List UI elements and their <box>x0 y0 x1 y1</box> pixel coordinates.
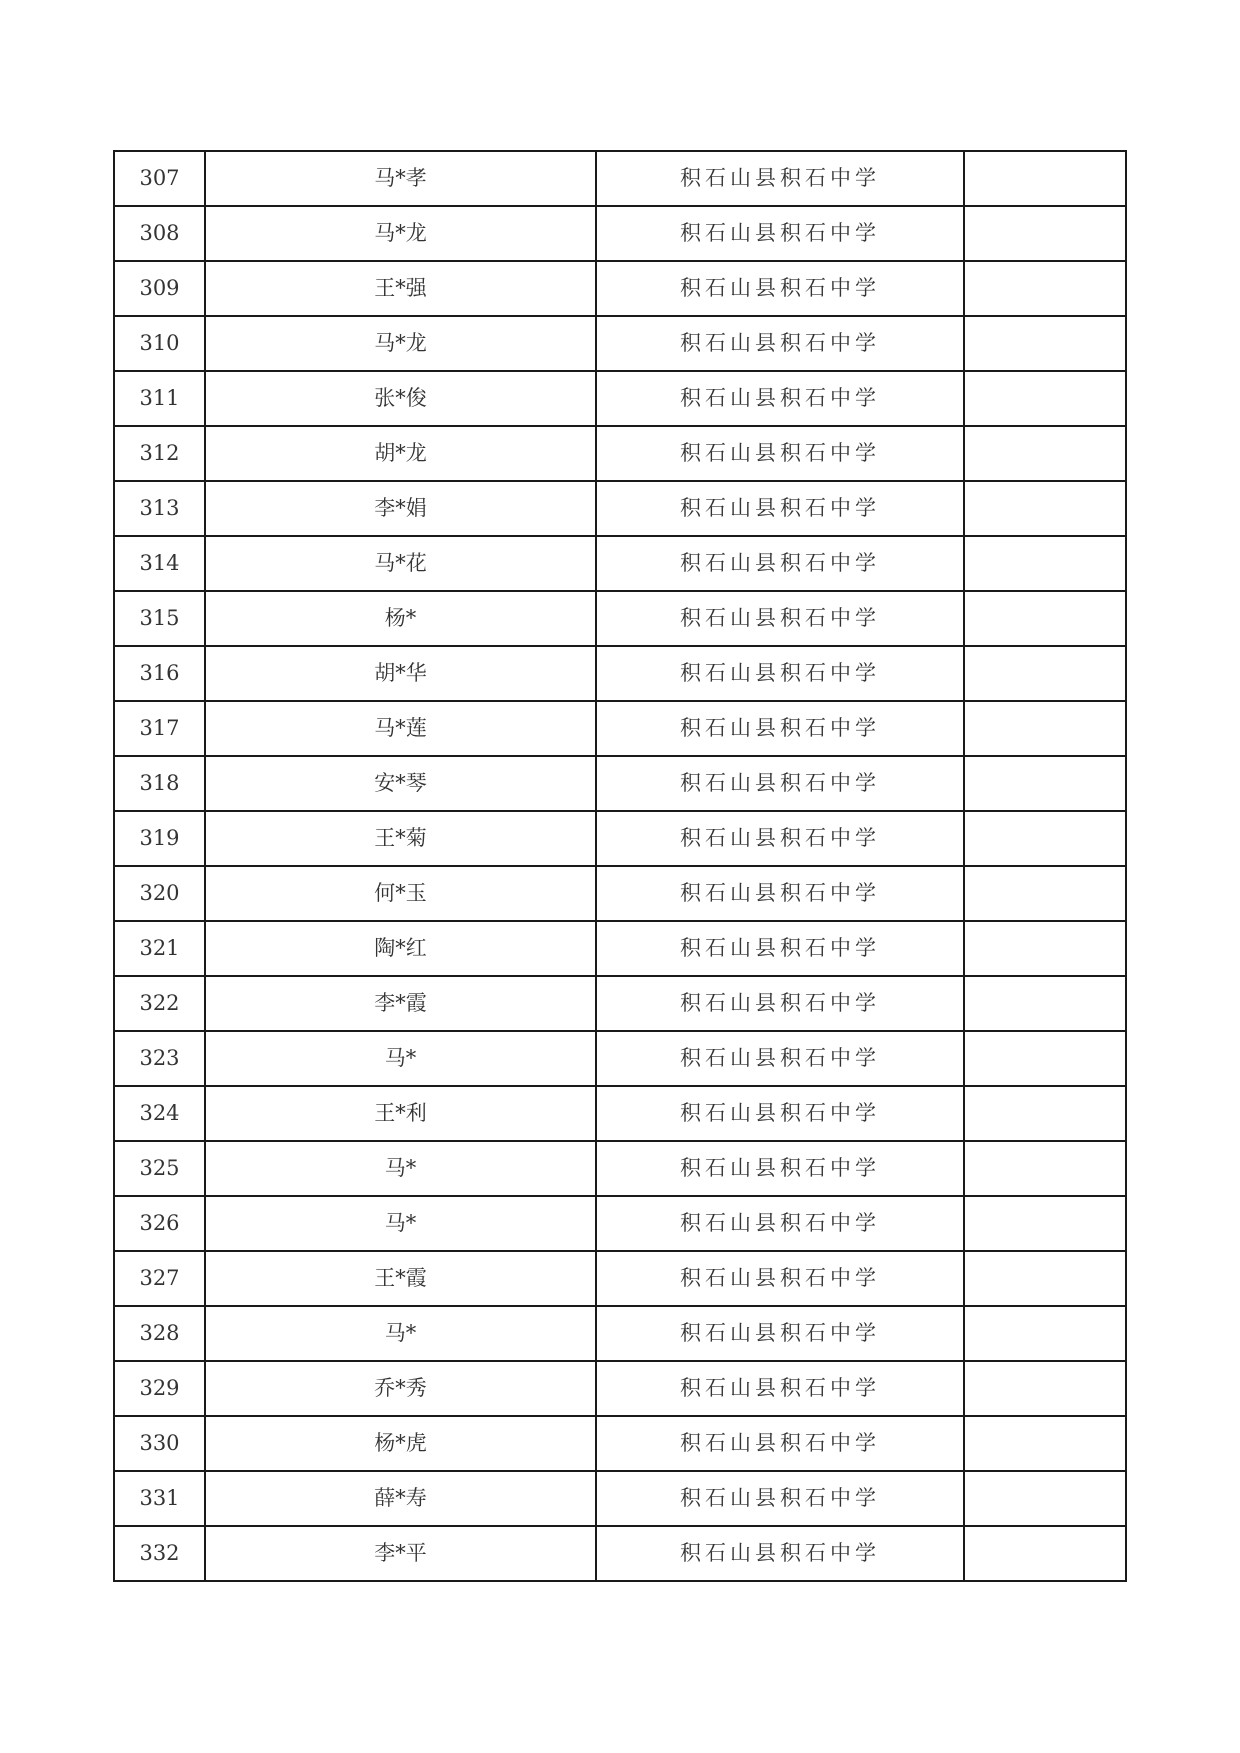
remark-cell <box>964 1526 1126 1581</box>
serial-number-cell: 330 <box>114 1416 205 1471</box>
remark-cell <box>964 976 1126 1031</box>
name-cell: 李*娟 <box>205 481 596 536</box>
serial-number-cell: 325 <box>114 1141 205 1196</box>
name-cell: 杨*虎 <box>205 1416 596 1471</box>
name-cell: 王*霞 <box>205 1251 596 1306</box>
school-cell: 积石山县积石中学 <box>596 1526 964 1581</box>
serial-number-cell: 319 <box>114 811 205 866</box>
serial-number-cell: 332 <box>114 1526 205 1581</box>
school-cell: 积石山县积石中学 <box>596 921 964 976</box>
name-cell: 安*琴 <box>205 756 596 811</box>
school-cell: 积石山县积石中学 <box>596 536 964 591</box>
serial-number-cell: 324 <box>114 1086 205 1141</box>
table-row <box>114 1141 1126 1196</box>
roster-table-body <box>114 151 1126 1581</box>
serial-number-cell: 327 <box>114 1251 205 1306</box>
remark-cell <box>964 1361 1126 1416</box>
table-row <box>114 261 1126 316</box>
school-cell: 积石山县积石中学 <box>596 206 964 261</box>
name-cell: 胡*华 <box>205 646 596 701</box>
name-cell: 李*平 <box>205 1526 596 1581</box>
table-row <box>114 371 1126 426</box>
school-cell: 积石山县积石中学 <box>596 1361 964 1416</box>
remark-cell <box>964 371 1126 426</box>
table-row <box>114 811 1126 866</box>
name-cell: 马*龙 <box>205 316 596 371</box>
name-cell: 马* <box>205 1141 596 1196</box>
name-cell: 马* <box>205 1031 596 1086</box>
school-cell: 积石山县积石中学 <box>596 1251 964 1306</box>
remark-cell <box>964 811 1126 866</box>
table-row <box>114 1306 1126 1361</box>
remark-cell <box>964 866 1126 921</box>
name-cell: 张*俊 <box>205 371 596 426</box>
school-cell: 积石山县积石中学 <box>596 646 964 701</box>
roster-table <box>113 150 1127 1582</box>
remark-cell <box>964 1086 1126 1141</box>
serial-number-cell: 310 <box>114 316 205 371</box>
remark-cell <box>964 151 1126 206</box>
school-cell: 积石山县积石中学 <box>596 1471 964 1526</box>
table-row <box>114 1251 1126 1306</box>
table-row <box>114 976 1126 1031</box>
serial-number-cell: 309 <box>114 261 205 316</box>
table-row <box>114 701 1126 756</box>
remark-cell <box>964 756 1126 811</box>
name-cell: 乔*秀 <box>205 1361 596 1416</box>
table-row <box>114 206 1126 261</box>
name-cell: 王*菊 <box>205 811 596 866</box>
serial-number-cell: 313 <box>114 481 205 536</box>
name-cell: 陶*红 <box>205 921 596 976</box>
table-row <box>114 921 1126 976</box>
school-cell: 积石山县积石中学 <box>596 811 964 866</box>
table-row <box>114 866 1126 921</box>
name-cell: 马*花 <box>205 536 596 591</box>
serial-number-cell: 315 <box>114 591 205 646</box>
table-row <box>114 756 1126 811</box>
serial-number-cell: 307 <box>114 151 205 206</box>
school-cell: 积石山县积石中学 <box>596 481 964 536</box>
serial-number-cell: 321 <box>114 921 205 976</box>
name-cell: 杨* <box>205 591 596 646</box>
serial-number-cell: 326 <box>114 1196 205 1251</box>
name-cell: 胡*龙 <box>205 426 596 481</box>
table-row <box>114 426 1126 481</box>
remark-cell <box>964 1031 1126 1086</box>
name-cell: 马* <box>205 1306 596 1361</box>
remark-cell <box>964 261 1126 316</box>
remark-cell <box>964 646 1126 701</box>
remark-cell <box>964 316 1126 371</box>
name-cell: 何*玉 <box>205 866 596 921</box>
remark-cell <box>964 1306 1126 1361</box>
serial-number-cell: 318 <box>114 756 205 811</box>
serial-number-cell: 317 <box>114 701 205 756</box>
school-cell: 积石山县积石中学 <box>596 1141 964 1196</box>
school-cell: 积石山县积石中学 <box>596 1416 964 1471</box>
remark-cell <box>964 1471 1126 1526</box>
remark-cell <box>964 536 1126 591</box>
name-cell: 马*莲 <box>205 701 596 756</box>
name-cell: 马*孝 <box>205 151 596 206</box>
school-cell: 积石山县积石中学 <box>596 261 964 316</box>
serial-number-cell: 314 <box>114 536 205 591</box>
school-cell: 积石山县积石中学 <box>596 1306 964 1361</box>
serial-number-cell: 322 <box>114 976 205 1031</box>
name-cell: 王*强 <box>205 261 596 316</box>
remark-cell <box>964 1251 1126 1306</box>
table-row <box>114 151 1126 206</box>
remark-cell <box>964 481 1126 536</box>
serial-number-cell: 316 <box>114 646 205 701</box>
school-cell: 积石山县积石中学 <box>596 866 964 921</box>
table-row <box>114 316 1126 371</box>
name-cell: 马* <box>205 1196 596 1251</box>
table-row <box>114 1086 1126 1141</box>
serial-number-cell: 331 <box>114 1471 205 1526</box>
school-cell: 积石山县积石中学 <box>596 756 964 811</box>
serial-number-cell: 320 <box>114 866 205 921</box>
name-cell: 李*霞 <box>205 976 596 1031</box>
table-row <box>114 1526 1126 1581</box>
remark-cell <box>964 701 1126 756</box>
school-cell: 积石山县积石中学 <box>596 591 964 646</box>
serial-number-cell: 328 <box>114 1306 205 1361</box>
school-cell: 积石山县积石中学 <box>596 976 964 1031</box>
school-cell: 积石山县积石中学 <box>596 1196 964 1251</box>
name-cell: 马*龙 <box>205 206 596 261</box>
table-row <box>114 536 1126 591</box>
table-row <box>114 1196 1126 1251</box>
remark-cell <box>964 1141 1126 1196</box>
school-cell: 积石山县积石中学 <box>596 426 964 481</box>
remark-cell <box>964 206 1126 261</box>
school-cell: 积石山县积石中学 <box>596 1086 964 1141</box>
table-row <box>114 1416 1126 1471</box>
serial-number-cell: 323 <box>114 1031 205 1086</box>
remark-cell <box>964 591 1126 646</box>
serial-number-cell: 311 <box>114 371 205 426</box>
table-row <box>114 646 1126 701</box>
remark-cell <box>964 1196 1126 1251</box>
school-cell: 积石山县积石中学 <box>596 316 964 371</box>
serial-number-cell: 312 <box>114 426 205 481</box>
serial-number-cell: 308 <box>114 206 205 261</box>
remark-cell <box>964 426 1126 481</box>
name-cell: 王*利 <box>205 1086 596 1141</box>
serial-number-cell: 329 <box>114 1361 205 1416</box>
school-cell: 积石山县积石中学 <box>596 701 964 756</box>
remark-cell <box>964 921 1126 976</box>
school-cell: 积石山县积石中学 <box>596 371 964 426</box>
table-row <box>114 1471 1126 1526</box>
table-row <box>114 1031 1126 1086</box>
remark-cell <box>964 1416 1126 1471</box>
table-row <box>114 591 1126 646</box>
table-row <box>114 1361 1126 1416</box>
table-row <box>114 481 1126 536</box>
school-cell: 积石山县积石中学 <box>596 151 964 206</box>
school-cell: 积石山县积石中学 <box>596 1031 964 1086</box>
name-cell: 薛*寿 <box>205 1471 596 1526</box>
